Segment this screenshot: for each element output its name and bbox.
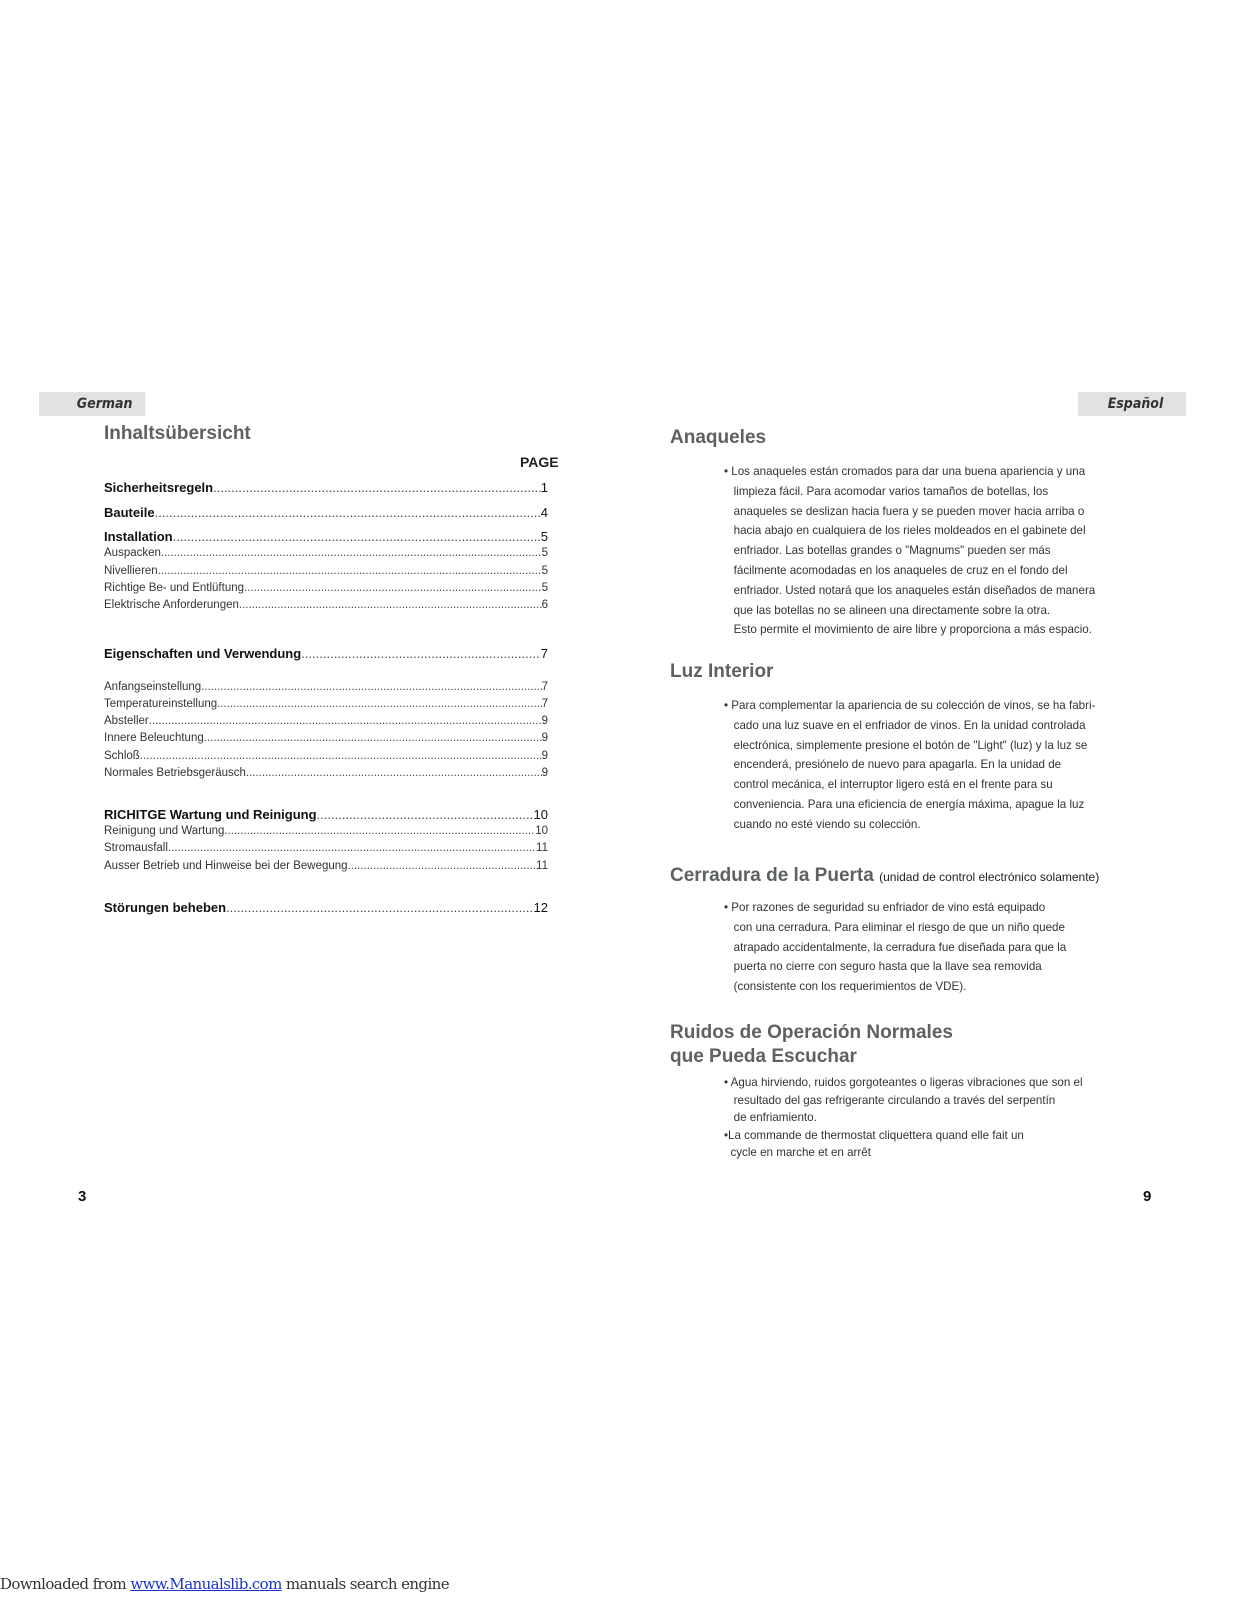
toc-entry: Bauteile ..... 4 [104, 505, 548, 520]
toc-entry: Anfangseinstellung ..... 7 [104, 681, 548, 693]
page-number-left: 3 [78, 1188, 87, 1205]
section-body: • Agua hirviendo, ruidos gorgoteantes o ligeras vibraciones que son el resultado del gas refrigerante circulando a través del serpentín de enfriamiento. •La commande de thermostat cliquettera quand elle fait un cycle en marche et en arrêt [724, 1076, 1083, 1159]
section-title: Ruidos de Operación Normales que Pueda Escuchar [670, 1022, 953, 1067]
toc-entry: Ausser Betrieb und Hinweise bei der Bewegung ..... 11 [104, 860, 548, 872]
manualslib-link[interactable]: www.Manualslib.com [130, 1575, 282, 1593]
toc-entry: Absteller ..... 9 [104, 715, 548, 727]
footer-suffix: manuals search engine [281, 1575, 449, 1593]
footer-prefix: Downloaded from [0, 1575, 131, 1593]
toc-entry: Sicherheitsregeln ..... 1 [104, 480, 548, 495]
section-title: Cerradura de la Puerta (unidad de control electrónico solamente) [670, 865, 1100, 886]
toc-entry: Störungen beheben ..... 12 [104, 900, 548, 915]
download-footer [0, 1575, 449, 1593]
section-title: Anaqueles [670, 427, 767, 448]
section-title: Luz Interior [670, 661, 774, 682]
toc-entry: Innere Beleuchtung ..... 9 [104, 732, 548, 744]
language-tab-german [39, 392, 145, 416]
language-tab-label: German [76, 396, 133, 412]
toc-entry: Temperatureinstellung ..... 7 [104, 698, 548, 710]
page-column-label: PAGE [520, 454, 559, 470]
toc-title: Inhaltsübersicht [104, 423, 251, 444]
toc-entry: Installation ..... 5 [104, 529, 548, 544]
section-body: • Los anaqueles están cromados para dar una buena apariencia y una limpieza fácil. Para acomodar varios tamaños de botellas, los anaqueles se deslizan hacia fuera y se pueden mover hacia arriba o hacia abajo en cualquiera de los rieles moldeados en el gabinete del enfriador. Las botellas grandes o "Magnums" pueden ser más fácilmente acomodadas en los anaqueles de cruz en el fondo del enfriador. Usted notará que los anaqueles están diseñados de manera que las botellas no se alineen una directamente sobre la otra. Esto permite el movimiento de aire libre y proporciona a más espacio. [724, 465, 1096, 637]
language-tab-spanish [1078, 392, 1186, 416]
toc-entry: Schloß ..... 9 [104, 750, 548, 762]
toc-entry: Richtige Be- und Entlüftung ..... 5 [104, 582, 548, 594]
toc-entry: Stromausfall ..... 11 [104, 842, 548, 854]
toc-entry: Normales Betriebsgeräusch ..... 9 [104, 767, 548, 779]
toc-entry: RICHITGE Wartung und Reinigung ..... 10 [104, 807, 548, 822]
page-number-right: 9 [1143, 1188, 1152, 1205]
toc-entry: Nivellieren ..... 5 [104, 565, 548, 577]
section-note: (unidad de control electrónico solamente) [879, 870, 1100, 884]
language-tab-label: Español [1107, 396, 1164, 412]
toc-entry: Auspacken ..... 5 [104, 547, 548, 559]
section-body: • Por razones de seguridad su enfriador de vino está equipado con una cerradura. Para eliminar el riesgo de que un niño quede atrapado accidentalmente, la cerradura fue diseñada para que la puerta no cierre con seguro hasta que la llave sea removida (consistente con los requerimientos de VDE). [724, 901, 1067, 994]
section-body: • Para complementar la apariencia de su colección de vinos, se ha fabri- cado una luz suave en el enfriador de vinos. En la unidad controlada electrónica, simplemente presione el botón de "Light" (luz) y la luz se encenderá, presiónelo de nuevo para apagarla. En la unidad de control mecánica, el interruptor ligero está en el frente para su conveniencia. Para una eficiencia de energía máxima, apague la luz cuando no esté viendo su colección. [724, 699, 1096, 831]
toc-entry: Reinigung und Wartung ..... 10 [104, 825, 548, 837]
toc-entry: Eigenschaften und Verwendung ..... 7 [104, 646, 548, 661]
toc-entry: Elektrische Anforderungen ..... 6 [104, 599, 548, 611]
